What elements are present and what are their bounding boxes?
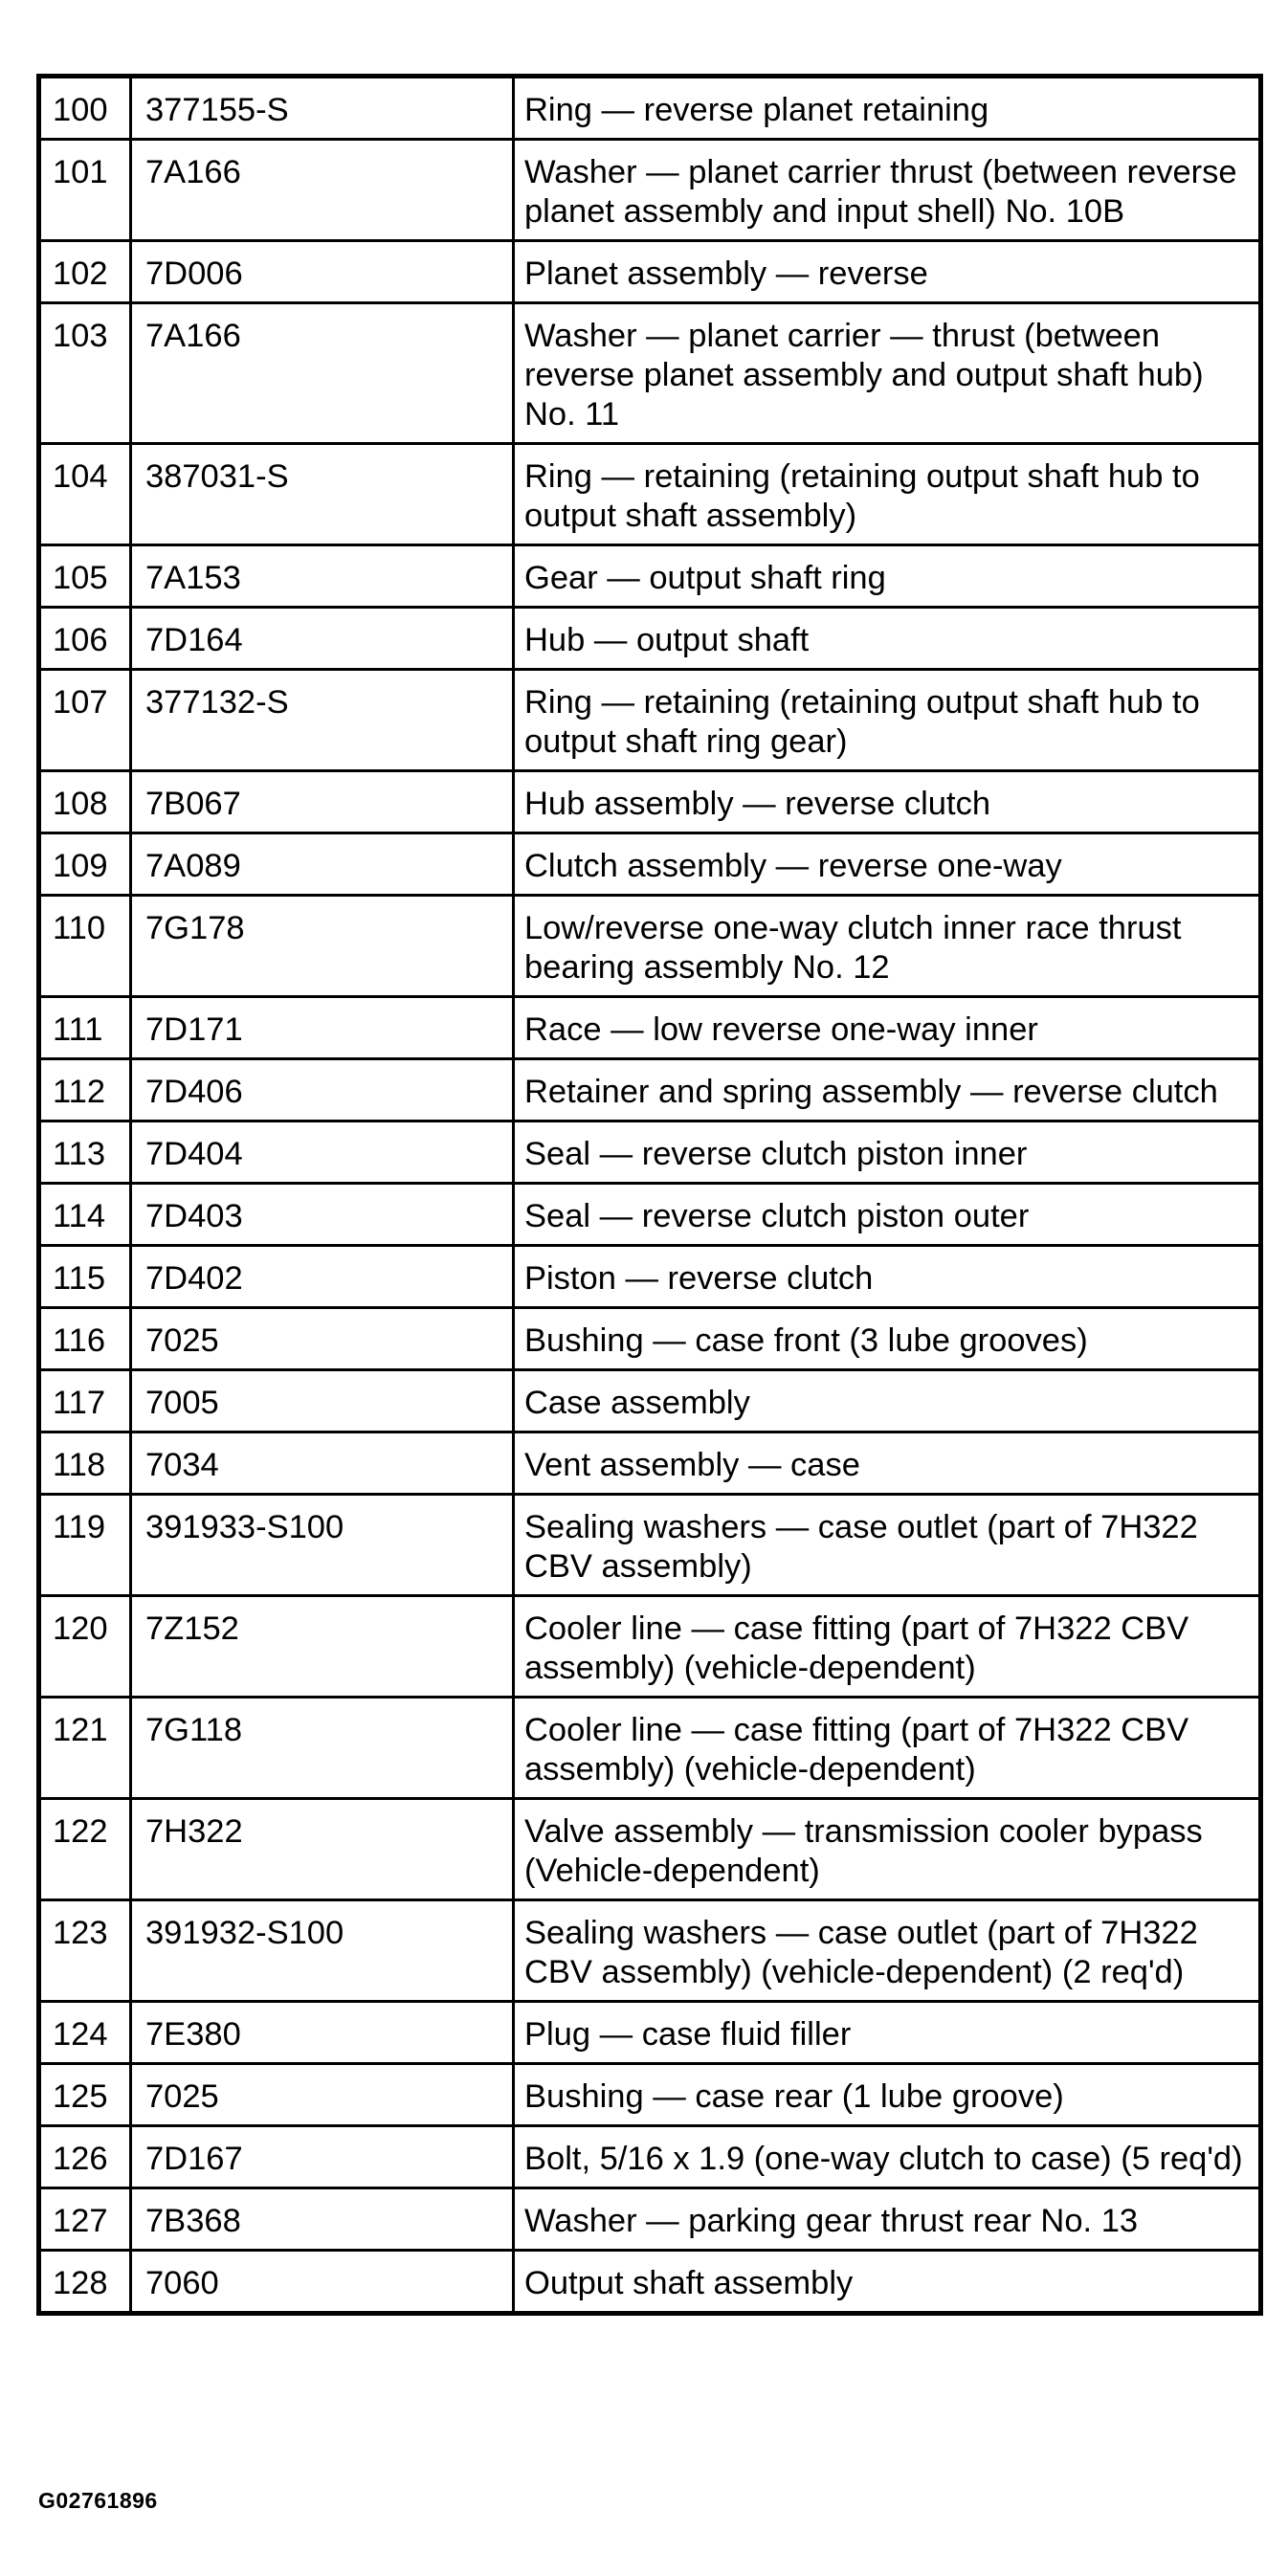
- description-cell: Bushing — case rear (1 lube groove): [514, 2064, 1261, 2126]
- description-cell: Planet assembly — reverse: [514, 241, 1261, 303]
- item-number-cell: 118: [39, 1432, 131, 1495]
- part-number-cell: 387031-S: [131, 444, 514, 545]
- table-row: [39, 670, 1261, 771]
- part-number-cell: 7G178: [131, 896, 514, 997]
- figure-id: G02761896: [38, 2488, 158, 2513]
- table-row: [39, 771, 1261, 833]
- item-number-cell: 103: [39, 303, 131, 444]
- table-row: [39, 1900, 1261, 2002]
- table-row: [39, 1370, 1261, 1432]
- part-number-cell: 7D164: [131, 608, 514, 670]
- part-number-cell: 7005: [131, 1370, 514, 1432]
- part-number-cell: 7025: [131, 1308, 514, 1370]
- table-row: [39, 241, 1261, 303]
- description-cell: Seal — reverse clutch piston outer: [514, 1184, 1261, 1246]
- table-row: [39, 444, 1261, 545]
- description-cell: Hub — output shaft: [514, 608, 1261, 670]
- item-number-cell: 110: [39, 896, 131, 997]
- item-number-cell: 102: [39, 241, 131, 303]
- item-number-cell: 109: [39, 833, 131, 896]
- description-cell: Low/reverse one-way clutch inner race thrust bearing assembly No. 12: [514, 896, 1261, 997]
- item-number-cell: 104: [39, 444, 131, 545]
- table-row: [39, 545, 1261, 608]
- table-row: [39, 1246, 1261, 1308]
- item-number-cell: 108: [39, 771, 131, 833]
- description-cell: Vent assembly — case: [514, 1432, 1261, 1495]
- part-number-cell: 7B067: [131, 771, 514, 833]
- description-cell: Cooler line — case fitting (part of 7H322 CBV assembly) (vehicle-dependent): [514, 1698, 1261, 1799]
- table-row: [39, 997, 1261, 1059]
- description-cell: Output shaft assembly: [514, 2251, 1261, 2314]
- part-number-cell: 391933-S100: [131, 1495, 514, 1596]
- description-cell: Sealing washers — case outlet (part of 7H322 CBV assembly): [514, 1495, 1261, 1596]
- item-number-cell: 123: [39, 1900, 131, 2002]
- table-row: [39, 2002, 1261, 2064]
- table-row: [39, 833, 1261, 896]
- description-cell: Seal — reverse clutch piston inner: [514, 1121, 1261, 1184]
- part-number-cell: 7D171: [131, 997, 514, 1059]
- description-cell: Ring — retaining (retaining output shaft hub to output shaft ring gear): [514, 670, 1261, 771]
- item-number-cell: 112: [39, 1059, 131, 1121]
- part-number-cell: 7H322: [131, 1799, 514, 1900]
- item-number-cell: 121: [39, 1698, 131, 1799]
- parts-table-body: [39, 77, 1261, 2314]
- description-cell: Washer — planet carrier — thrust (between reverse planet assembly and output shaft hub) No. 11: [514, 303, 1261, 444]
- description-cell: Valve assembly — transmission cooler bypass (Vehicle-dependent): [514, 1799, 1261, 1900]
- item-number-cell: 106: [39, 608, 131, 670]
- item-number-cell: 113: [39, 1121, 131, 1184]
- item-number-cell: 119: [39, 1495, 131, 1596]
- item-number-cell: 124: [39, 2002, 131, 2064]
- description-cell: Case assembly: [514, 1370, 1261, 1432]
- description-cell: Piston — reverse clutch: [514, 1246, 1261, 1308]
- table-row: [39, 2188, 1261, 2251]
- item-number-cell: 128: [39, 2251, 131, 2314]
- part-number-cell: 7A166: [131, 140, 514, 241]
- table-row: [39, 2064, 1261, 2126]
- item-number-cell: 115: [39, 1246, 131, 1308]
- description-cell: Plug — case fluid filler: [514, 2002, 1261, 2064]
- table-row: [39, 303, 1261, 444]
- item-number-cell: 122: [39, 1799, 131, 1900]
- item-number-cell: 100: [39, 77, 131, 140]
- part-number-cell: 7025: [131, 2064, 514, 2126]
- description-cell: Bushing — case front (3 lube grooves): [514, 1308, 1261, 1370]
- part-number-cell: 377155-S: [131, 77, 514, 140]
- description-cell: Washer — parking gear thrust rear No. 13: [514, 2188, 1261, 2251]
- item-number-cell: 126: [39, 2126, 131, 2188]
- description-cell: Washer — planet carrier thrust (between reverse planet assembly and input shell) No. 10B: [514, 140, 1261, 241]
- table-row: [39, 1308, 1261, 1370]
- part-number-cell: 7D402: [131, 1246, 514, 1308]
- item-number-cell: 111: [39, 997, 131, 1059]
- part-number-cell: 7D406: [131, 1059, 514, 1121]
- item-number-cell: 127: [39, 2188, 131, 2251]
- part-number-cell: 7060: [131, 2251, 514, 2314]
- description-cell: Ring — reverse planet retaining: [514, 77, 1261, 140]
- table-row: [39, 1698, 1261, 1799]
- part-number-cell: 7D403: [131, 1184, 514, 1246]
- table-row: [39, 1121, 1261, 1184]
- table-row: [39, 2126, 1261, 2188]
- part-number-cell: 7D404: [131, 1121, 514, 1184]
- item-number-cell: 105: [39, 545, 131, 608]
- item-number-cell: 120: [39, 1596, 131, 1698]
- table-row: [39, 608, 1261, 670]
- parts-table: [36, 74, 1263, 2316]
- description-cell: Retainer and spring assembly — reverse clutch: [514, 1059, 1261, 1121]
- description-cell: Gear — output shaft ring: [514, 545, 1261, 608]
- description-cell: Cooler line — case fitting (part of 7H322 CBV assembly) (vehicle-dependent): [514, 1596, 1261, 1698]
- item-number-cell: 101: [39, 140, 131, 241]
- part-number-cell: 7A153: [131, 545, 514, 608]
- table-row: [39, 2251, 1261, 2314]
- part-number-cell: 391932-S100: [131, 1900, 514, 2002]
- item-number-cell: 114: [39, 1184, 131, 1246]
- description-cell: Ring — retaining (retaining output shaft hub to output shaft assembly): [514, 444, 1261, 545]
- part-number-cell: 7B368: [131, 2188, 514, 2251]
- part-number-cell: 7Z152: [131, 1596, 514, 1698]
- part-number-cell: 7G118: [131, 1698, 514, 1799]
- table-row: [39, 1059, 1261, 1121]
- description-cell: Hub assembly — reverse clutch: [514, 771, 1261, 833]
- item-number-cell: 125: [39, 2064, 131, 2126]
- table-row: [39, 1432, 1261, 1495]
- table-row: [39, 1596, 1261, 1698]
- table-row: [39, 896, 1261, 997]
- item-number-cell: 117: [39, 1370, 131, 1432]
- table-row: [39, 140, 1261, 241]
- part-number-cell: 7A166: [131, 303, 514, 444]
- part-number-cell: 7D167: [131, 2126, 514, 2188]
- table-row: [39, 1184, 1261, 1246]
- table-row: [39, 1799, 1261, 1900]
- item-number-cell: 107: [39, 670, 131, 771]
- item-number-cell: 116: [39, 1308, 131, 1370]
- description-cell: Race — low reverse one-way inner: [514, 997, 1261, 1059]
- part-number-cell: 7D006: [131, 241, 514, 303]
- description-cell: Bolt, 5/16 x 1.9 (one-way clutch to case) (5 req'd): [514, 2126, 1261, 2188]
- table-row: [39, 1495, 1261, 1596]
- table-row: [39, 77, 1261, 140]
- description-cell: Clutch assembly — reverse one-way: [514, 833, 1261, 896]
- part-number-cell: 7034: [131, 1432, 514, 1495]
- part-number-cell: 7A089: [131, 833, 514, 896]
- part-number-cell: 377132-S: [131, 670, 514, 771]
- part-number-cell: 7E380: [131, 2002, 514, 2064]
- description-cell: Sealing washers — case outlet (part of 7H322 CBV assembly) (vehicle-dependent) (2 req'd): [514, 1900, 1261, 2002]
